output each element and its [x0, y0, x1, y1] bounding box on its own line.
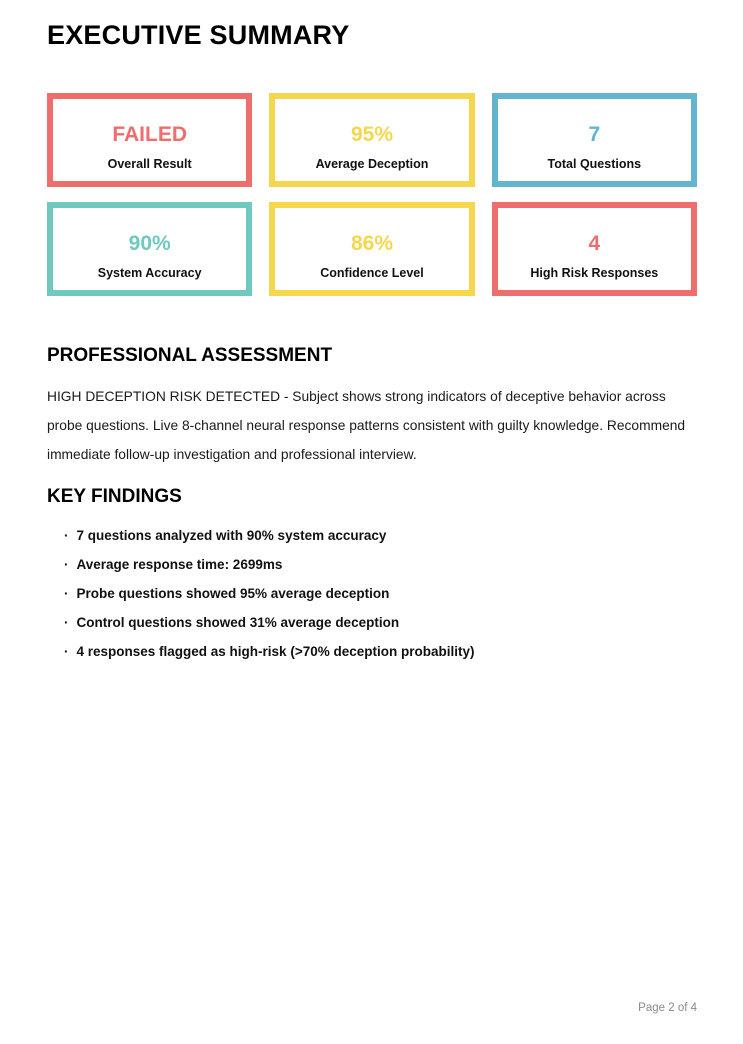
key-finding-text: 4 responses flagged as high-risk (>70% deception probability) [76, 644, 475, 659]
metric-label: Confidence Level [320, 265, 424, 280]
metric-value: 7 [588, 122, 601, 146]
metric-value: 90% [128, 231, 171, 255]
key-findings-list [47, 521, 697, 666]
bullet-dot-icon: · [64, 615, 69, 630]
metric-label: Overall Result [107, 156, 192, 171]
bullet-dot-icon: · [64, 644, 69, 659]
key-finding-text: Control questions showed 31% average deception [76, 615, 400, 630]
metric-value: 86% [350, 231, 393, 255]
metric-label: System Accuracy [97, 265, 202, 280]
key-finding-item [64, 608, 697, 637]
metric-card-total-questions [492, 93, 697, 187]
key-finding-text: 7 questions analyzed with 90% system accuracy [76, 528, 387, 543]
metric-card-high-risk-responses [492, 202, 697, 296]
professional-assessment-heading: PROFESSIONAL ASSESSMENT [47, 345, 333, 366]
metric-label: Total Questions [547, 156, 642, 171]
bullet-dot-icon: · [64, 586, 69, 601]
key-finding-item [64, 521, 697, 550]
key-finding-item [64, 637, 697, 666]
metric-card-overall-result [47, 93, 252, 187]
key-finding-item [64, 550, 697, 579]
key-finding-text: Probe questions showed 95% average deception [76, 586, 390, 601]
key-findings-heading: KEY FINDINGS [47, 486, 182, 507]
professional-assessment-body: HIGH DECEPTION RISK DETECTED - Subject shows strong indicators of deceptive behavior across probe questions. Live 8-channel neural response patterns consistent with guilty knowledge. Recommend immediate follow-up investigation and professional interview. [47, 389, 686, 462]
metric-cards-grid [47, 93, 697, 296]
metric-card-confidence-level [269, 202, 474, 296]
key-finding-text: Average response time: 2699ms [76, 557, 283, 572]
report-page-content [47, 0, 697, 666]
metric-value: FAILED [112, 122, 187, 146]
metric-value: 4 [588, 231, 601, 255]
key-finding-item [64, 579, 697, 608]
bullet-dot-icon: · [64, 528, 69, 543]
metric-value: 95% [350, 122, 393, 146]
metric-label: High Risk Responses [530, 265, 659, 280]
bullet-dot-icon: · [64, 557, 69, 572]
page-number: Page 2 of 4 [638, 1002, 697, 1014]
metric-label: Average Deception [315, 156, 429, 171]
metric-card-average-deception [269, 93, 474, 187]
metric-card-system-accuracy [47, 202, 252, 296]
page-title: EXECUTIVE SUMMARY [47, 20, 350, 50]
